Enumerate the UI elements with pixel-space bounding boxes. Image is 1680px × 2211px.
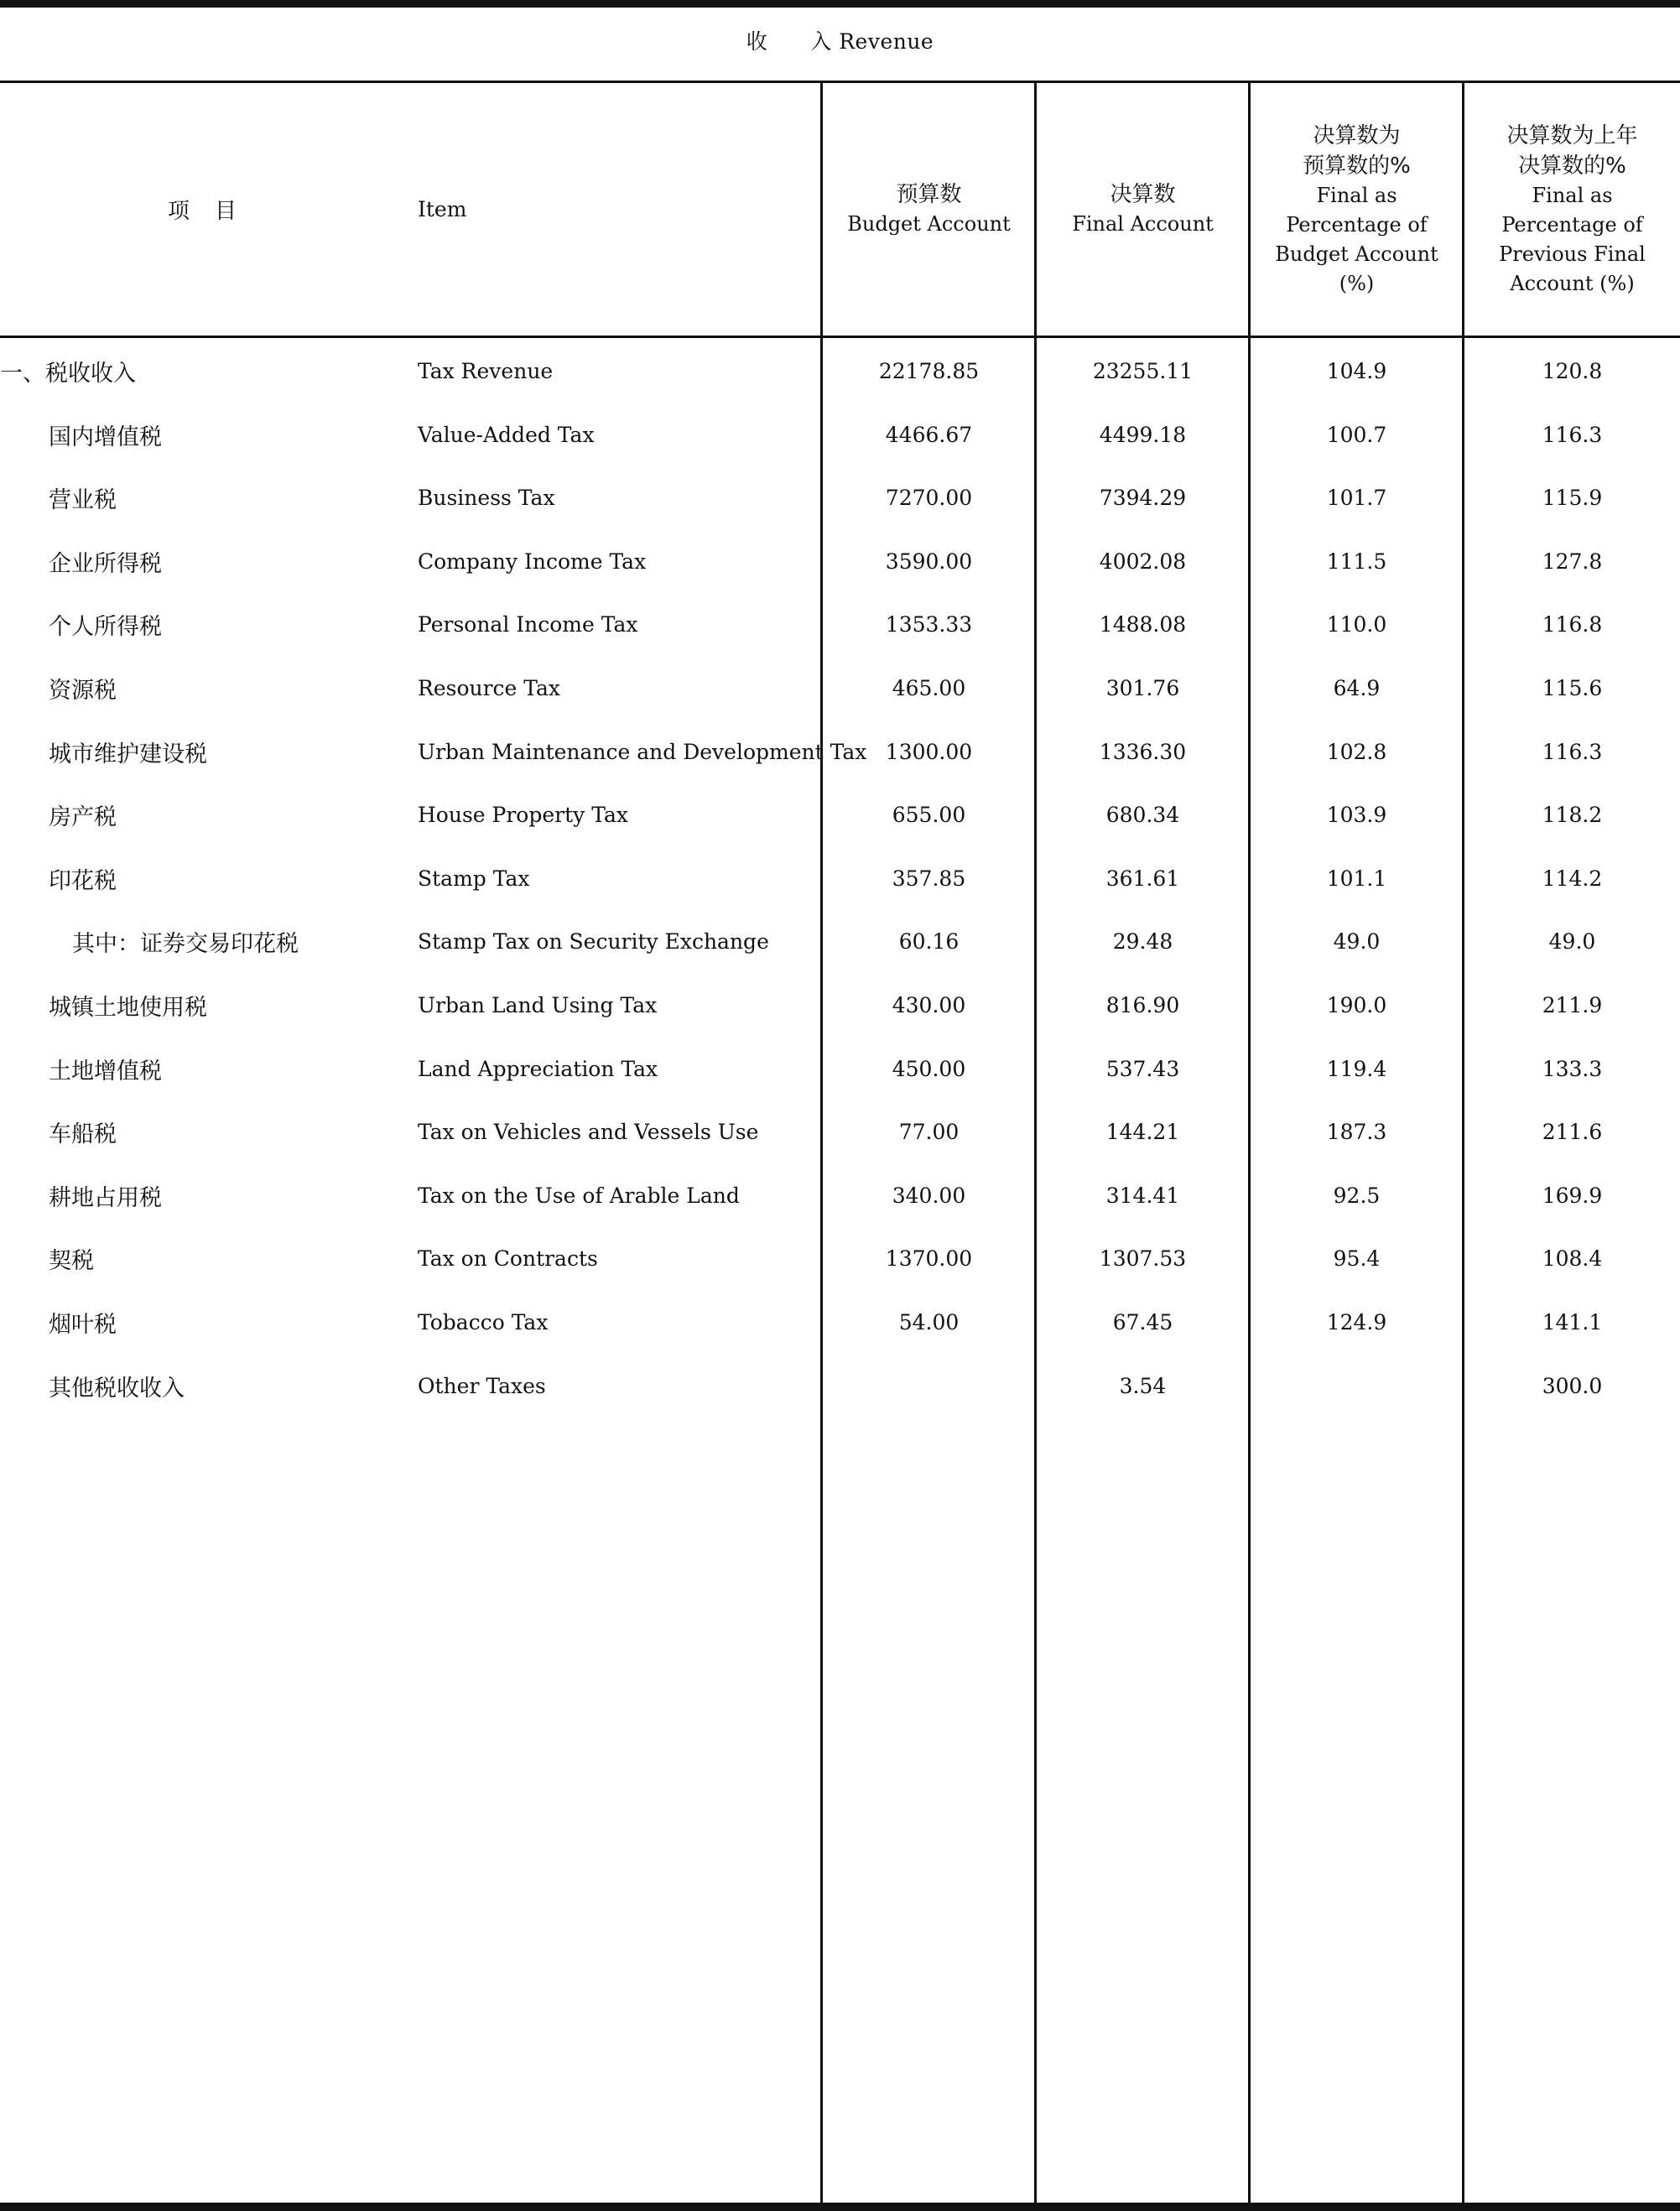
item-en-cell: Value-Added Tax [418, 422, 595, 447]
pct-prev-cell: 116.3 [1542, 739, 1603, 764]
final-cell: 7394.29 [1099, 486, 1187, 511]
header-budget [823, 83, 1035, 336]
item-en-cell: Company Income Tax [418, 549, 647, 574]
section-title: 收 入 Revenue [746, 29, 934, 54]
pct-prev-cell: 116.8 [1542, 612, 1603, 637]
pct-prev-cell: 49.0 [1548, 929, 1596, 955]
final-cell: 1336.30 [1099, 739, 1187, 764]
header-pct-prev-zh-1: 决算数为上年 [1506, 122, 1638, 148]
header-rule [0, 336, 1680, 338]
pct-budget-cell: 190.0 [1326, 993, 1387, 1017]
pct-budget-cell: 124.9 [1326, 1310, 1387, 1334]
item-en-cell: House Property Tax [418, 803, 628, 828]
final-cell: 1488.08 [1099, 612, 1187, 637]
pct-budget-cell: 95.4 [1333, 1246, 1381, 1272]
budget-cell: 1300.00 [885, 739, 973, 764]
pct-budget-cell: 101.1 [1326, 866, 1387, 891]
header-pct-budget-zh-1: 决算数为 [1313, 122, 1401, 148]
header-pct-budget-zh-2: 预算数的% [1303, 153, 1411, 179]
pct-prev-cell: 114.2 [1542, 866, 1603, 891]
item-zh-cell: 其中：证券交易印花税 [72, 931, 299, 958]
item-zh-cell: 国内增值税 [49, 424, 162, 450]
header-pct-budget [1251, 83, 1463, 336]
item-zh-cell: 资源税 [49, 678, 117, 704]
pct-prev-cell: 120.8 [1542, 359, 1603, 383]
header-pct-prev-en-4: Account (%) [1510, 271, 1635, 295]
table-row [0, 910, 1680, 973]
item-zh-cell: 个人所得税 [49, 614, 162, 641]
item-zh-cell: 其他税收收入 [49, 1375, 185, 1402]
pct-prev-cell: 300.0 [1542, 1373, 1603, 1398]
header-pct-prev [1464, 83, 1680, 336]
header-pct-budget-en-3: Budget Account [1275, 242, 1438, 266]
budget-cell: 60.16 [898, 929, 960, 955]
final-cell: 680.34 [1105, 803, 1180, 828]
final-cell: 144.21 [1105, 1120, 1180, 1145]
budget-cell: 3590.00 [885, 549, 973, 574]
header-final-zh: 决算数 [1110, 182, 1176, 207]
item-zh-cell: 房产税 [49, 804, 117, 831]
budget-cell: 77.00 [898, 1120, 960, 1145]
item-en-cell: Other Taxes [418, 1373, 546, 1398]
table-row [0, 1291, 1680, 1354]
final-cell: 361.61 [1105, 866, 1180, 891]
budget-cell [823, 1355, 1035, 1418]
header-item-zh: 项目 [168, 199, 263, 224]
budget-cell: 4466.67 [885, 422, 973, 447]
table-row [0, 340, 1680, 403]
pct-budget-cell: 119.4 [1326, 1056, 1387, 1081]
item-zh-cell: 烟叶税 [49, 1312, 117, 1338]
table-row [0, 1227, 1680, 1290]
table-row [0, 783, 1680, 846]
bottom-thick-rule [0, 2203, 1680, 2211]
item-zh-cell: 印花税 [49, 867, 117, 894]
pct-prev-cell: 118.2 [1542, 803, 1603, 828]
pct-prev-cell: 169.9 [1542, 1183, 1603, 1208]
item-zh-cell: 契税 [49, 1248, 94, 1275]
pct-prev-cell: 211.9 [1542, 993, 1603, 1017]
table-row [0, 593, 1680, 656]
budget-cell: 340.00 [892, 1183, 966, 1208]
budget-cell: 54.00 [898, 1310, 960, 1334]
item-en-cell: Land Appreciation Tax [418, 1056, 658, 1081]
pct-prev-cell: 115.6 [1542, 676, 1603, 700]
final-cell: 4002.08 [1099, 549, 1187, 574]
pct-budget-cell: 92.5 [1333, 1183, 1381, 1208]
header-pct-prev-en-1: Final as [1532, 183, 1613, 207]
budget-cell: 1370.00 [885, 1246, 973, 1272]
pct-budget-cell: 101.7 [1326, 486, 1387, 511]
header-final [1037, 83, 1249, 336]
item-en-cell: Tax Revenue [418, 359, 554, 383]
final-cell: 816.90 [1105, 993, 1180, 1017]
table-row [0, 657, 1680, 720]
item-en-cell: Tobacco Tax [418, 1310, 549, 1334]
header-budget-zh: 预算数 [896, 182, 962, 207]
budget-cell: 1353.33 [885, 612, 973, 637]
table-row [0, 847, 1680, 910]
header-pct-prev-en-2: Percentage of [1501, 212, 1643, 237]
budget-cell: 465.00 [892, 676, 966, 700]
item-zh-cell: 城市维护建设税 [49, 741, 207, 767]
table-row [0, 1100, 1680, 1163]
header-pct-prev-zh-2: 决算数的% [1518, 153, 1626, 179]
budget-cell: 22178.85 [878, 359, 980, 383]
budget-cell: 450.00 [892, 1056, 966, 1081]
table-row [0, 466, 1680, 529]
item-zh-cell: 耕地占用税 [49, 1184, 162, 1211]
item-zh-cell: 土地增值税 [49, 1058, 162, 1085]
top-thick-rule [0, 0, 1680, 8]
final-cell: 314.41 [1105, 1183, 1180, 1208]
item-en-cell: Stamp Tax on Security Exchange [418, 929, 769, 955]
table-row [0, 403, 1680, 466]
pct-prev-cell: 141.1 [1542, 1310, 1603, 1334]
header-budget-en: Budget Account [847, 212, 1011, 236]
header-pct-budget-en-2: Percentage of [1286, 212, 1428, 237]
item-en-cell: Resource Tax [418, 676, 561, 700]
final-cell: 23255.11 [1092, 359, 1194, 383]
budget-cell: 655.00 [892, 803, 966, 828]
item-en-cell: Tax on the Use of Arable Land [418, 1183, 740, 1208]
item-en-cell: Urban Maintenance and Development Tax [418, 739, 867, 764]
item-zh-cell: 营业税 [49, 487, 117, 514]
pct-prev-cell: 133.3 [1542, 1056, 1603, 1081]
item-en-cell: Stamp Tax [418, 866, 530, 891]
header-pct-budget-en-4: (%) [1339, 271, 1375, 295]
budget-cell: 7270.00 [885, 486, 973, 511]
final-cell: 29.48 [1112, 929, 1173, 955]
budget-cell: 357.85 [892, 866, 966, 891]
budget-cell: 430.00 [892, 993, 966, 1017]
pct-budget-cell: 102.8 [1326, 739, 1387, 764]
header-item-en: Item [418, 197, 467, 221]
pct-budget-cell: 100.7 [1326, 422, 1387, 447]
final-cell: 3.54 [1119, 1373, 1167, 1398]
table-row [0, 530, 1680, 593]
header-final-en: Final Account [1072, 212, 1214, 236]
pct-budget-cell: 187.3 [1326, 1120, 1387, 1145]
pct-budget-cell [1251, 1355, 1463, 1418]
item-en-cell: Urban Land Using Tax [418, 993, 658, 1017]
item-en-cell: Tax on Contracts [418, 1246, 598, 1272]
header-pct-prev-en-3: Previous Final [1499, 242, 1646, 266]
item-en-cell: Personal Income Tax [418, 612, 638, 637]
pct-prev-cell: 108.4 [1542, 1246, 1603, 1272]
final-cell: 4499.18 [1099, 422, 1187, 447]
item-zh-cell: 企业所得税 [49, 550, 162, 577]
final-cell: 301.76 [1105, 676, 1180, 700]
table-row [0, 1355, 1680, 1418]
pct-budget-cell: 111.5 [1326, 549, 1387, 574]
table-row [0, 721, 1680, 783]
header-pct-budget-en-1: Final as [1316, 183, 1397, 207]
final-cell: 67.45 [1112, 1310, 1173, 1334]
table-row [0, 974, 1680, 1037]
final-cell: 1307.53 [1099, 1246, 1187, 1272]
pct-budget-cell: 64.9 [1333, 676, 1381, 700]
pct-budget-cell: 104.9 [1326, 359, 1387, 383]
table-row [0, 1038, 1680, 1100]
pct-budget-cell: 110.0 [1326, 612, 1387, 637]
pct-prev-cell: 211.6 [1542, 1120, 1603, 1145]
item-zh-cell: 一、税收收入 [0, 361, 136, 387]
final-cell: 537.43 [1105, 1056, 1180, 1081]
pct-prev-cell: 115.9 [1542, 486, 1603, 511]
pct-prev-cell: 127.8 [1542, 549, 1603, 574]
item-zh-cell: 城镇土地使用税 [49, 995, 207, 1021]
table-row [0, 1164, 1680, 1227]
item-zh-cell: 车船税 [49, 1121, 117, 1148]
item-en-cell: Tax on Vehicles and Vessels Use [418, 1120, 759, 1145]
pct-budget-cell: 49.0 [1333, 929, 1381, 955]
item-en-cell: Business Tax [418, 486, 555, 511]
pct-prev-cell: 116.3 [1542, 422, 1603, 447]
pct-budget-cell: 103.9 [1326, 803, 1387, 828]
